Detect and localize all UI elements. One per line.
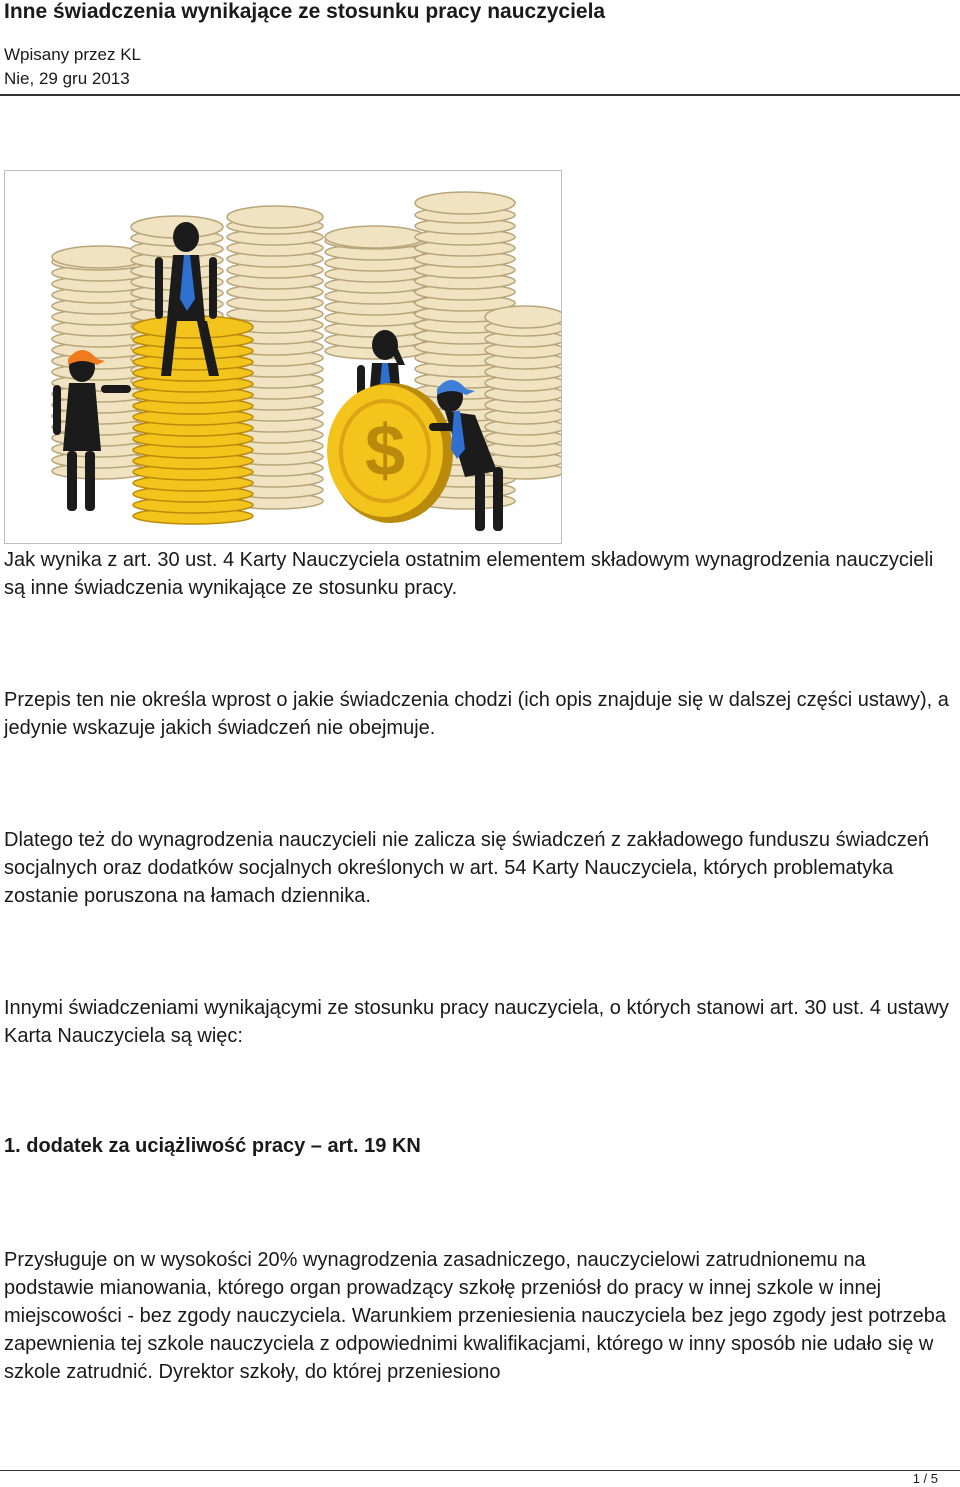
section-paragraph: Przysługuje on w wysokości 20% wynagrodzenia zasadniczego, nauczycielowi zatrudnionemu na podstawie mianowania, którego organ prowadzący szkołę przeniósł do pracy w innej szkole w innej miejscowości - bez zgody nauczyciela. Warunkiem przeniesienia nauczyciela bez jego zgody jest potrzeba zapewnienia tej szkole nauczyciela z odpowiednimi kwalifikacjami, którego w inny sposób nie udało się w szkole zatrudnić. Dyrektor szkoły, do której przeniesiono [4,1249,946,1383]
dollar-sign: $ [364,411,406,491]
article-illustration [4,170,562,544]
section-heading: 1. dodatek za uciążliwość pracy – art. 19 KN [4,1135,421,1157]
author-line: Wpisany przez KL [4,45,141,64]
publish-date: Nie, 29 gru 2013 [4,69,130,88]
footer-divider [0,1470,960,1471]
paragraph-exclusions: Dlatego też do wynagrodzenia nauczycieli nie zalicza się świadczeń z zakładowego funduszu świadczeń socjalnych oraz dodatków socjalnych określonych w art. 54 Karty Nauczyciela, których problematyka zostanie poruszona na łamach dziennika. [4,829,929,907]
coin-stacks-with-figures-illustration [5,171,561,543]
page-number: 1 / 5 [912,1471,938,1486]
beige-coin-stack [485,306,561,479]
paragraph-intro: Jak wynika z art. 30 ust. 4 Karty Nauczyciela ostatnim elementem składowym wynagrodzenia nauczycieli są inne świadczenia wynikające ze stosunku pracy. [4,549,934,599]
paragraph-benefits-list-intro: Innymi świadczeniami wynikającymi ze stosunku pracy nauczyciela, o których stanowi art. 30 ust. 4 ustawy Karta Nauczyciela są więc: [4,997,949,1047]
document-title: Inne świadczenia wynikające ze stosunku pracy nauczyciela [4,0,606,23]
paragraph-scope: Przepis ten nie określa wprost o jakie świadczenia chodzi (ich opis znajduje się w dalszej części ustawy), a jedynie wskazuje jakich świadczeń nie obejmuje. [4,689,949,739]
gold-coin-stack [133,316,253,524]
header-divider [0,94,960,96]
